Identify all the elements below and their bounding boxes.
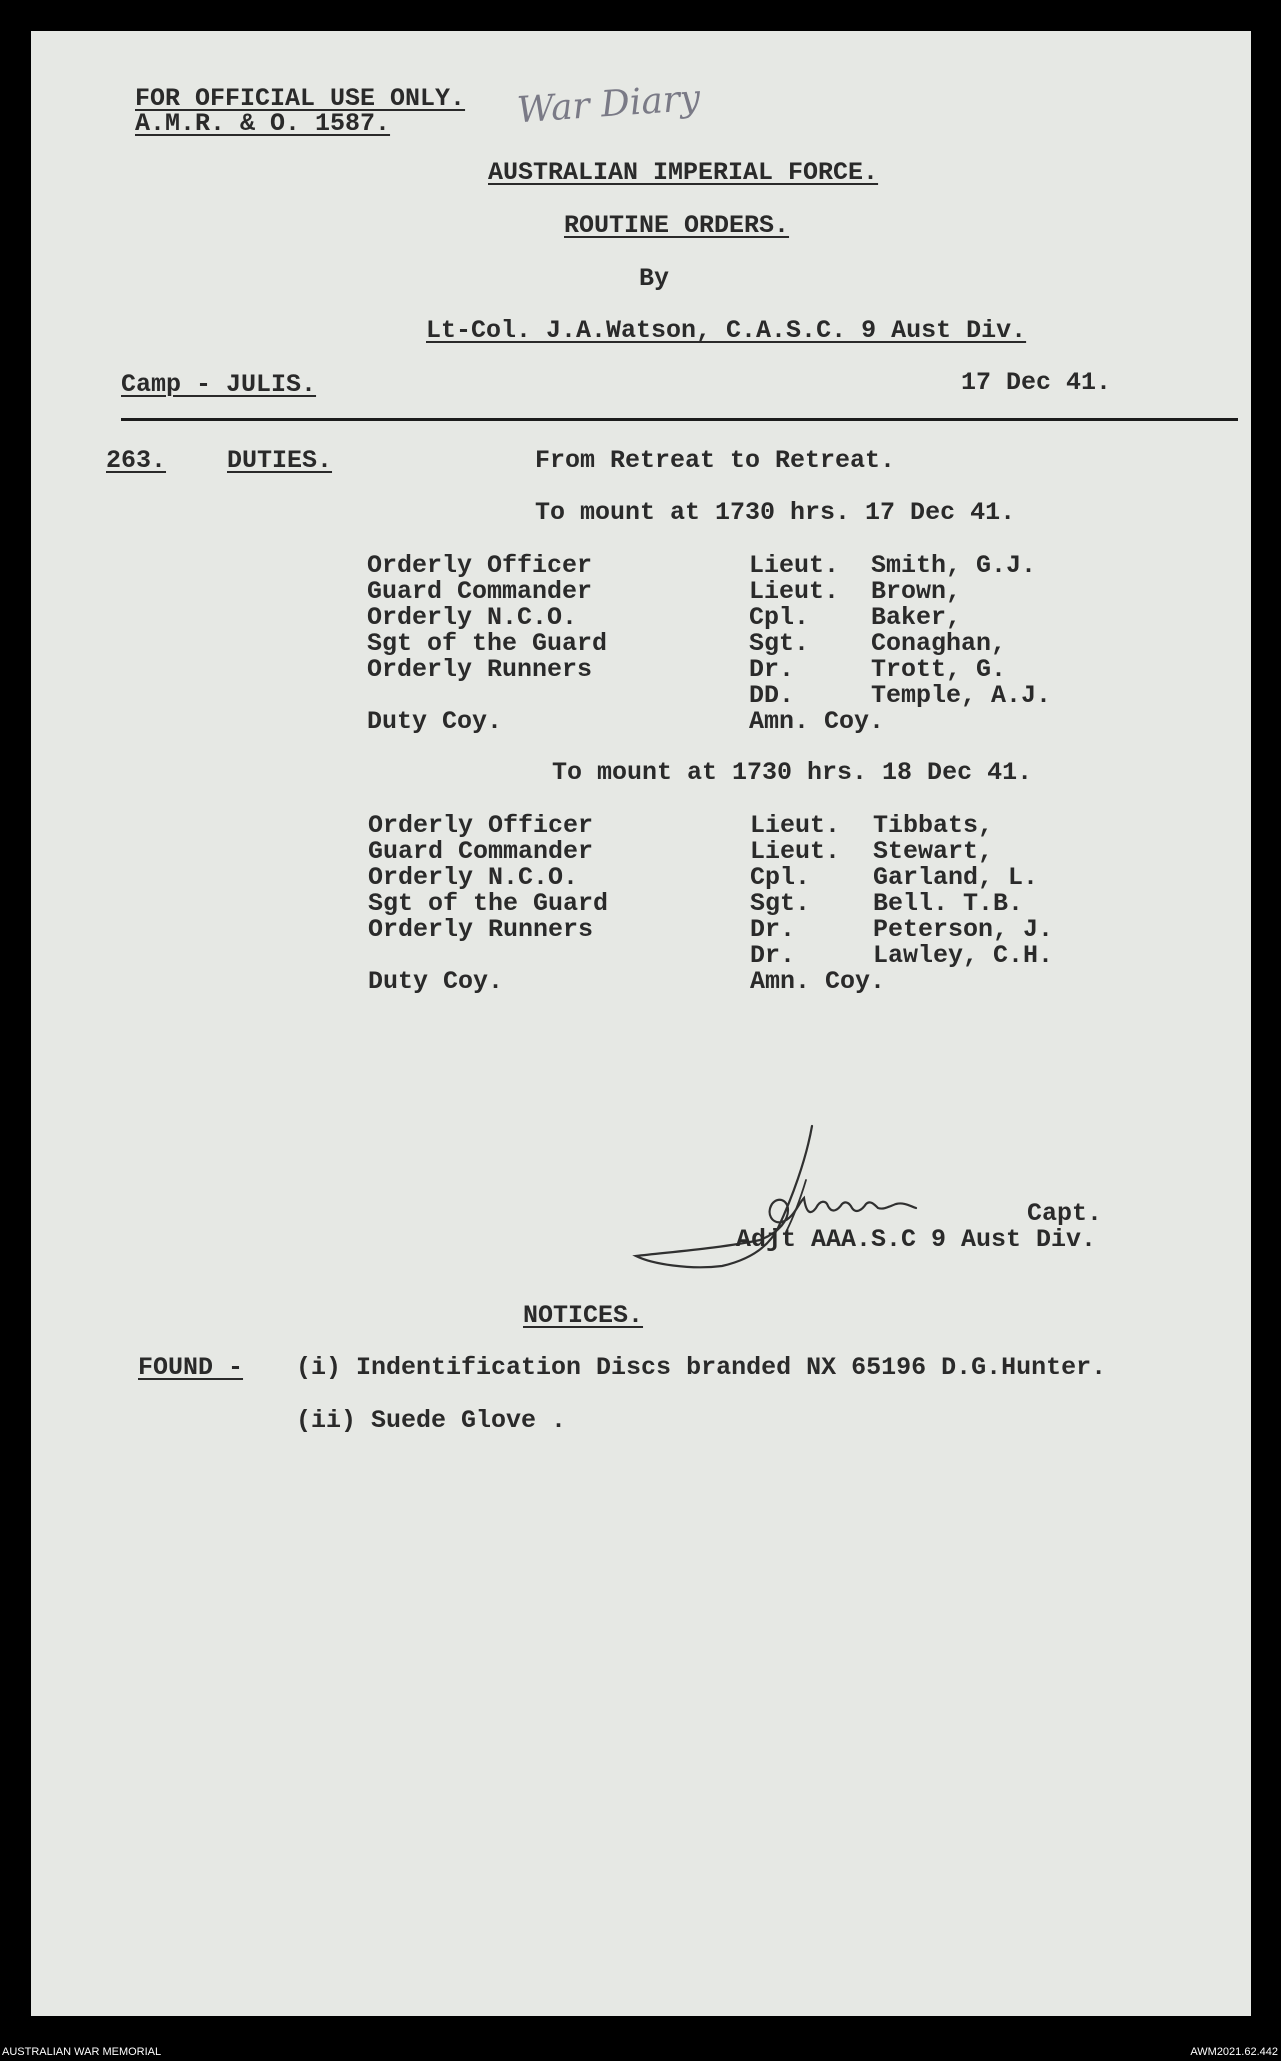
roster-2-rank: Dr. [750,915,796,944]
roster-1-role: Sgt of the Guard [367,629,608,658]
handwritten-signature [630,1120,990,1280]
roster-2-rank: Dr. [750,941,796,970]
roster-1-name: Brown, [871,577,962,606]
roster-1-rank: Amn. Coy. [749,707,885,736]
found-item: (ii) Suede Glove . [296,1406,567,1435]
roster-2-rank: Lieut. [750,837,841,866]
order-heading: DUTIES. [227,446,333,475]
order-date: 17 Dec 41. [961,368,1112,397]
found-label: FOUND - [138,1353,244,1382]
roster-2-name: Peterson, J. [873,915,1054,944]
roster-2-name: Bell. T.B. [873,889,1024,918]
roster-2-name: Lawley, C.H. [873,941,1054,970]
classification-line-1: FOR OFFICIAL USE ONLY. [135,84,466,113]
roster-2-rank: Cpl. [750,863,811,892]
roster-1-rank: DD. [749,681,795,710]
roster-2-rank: Amn. Coy. [750,967,886,996]
roster-1-rank: Cpl. [749,603,810,632]
document-subtitle: ROUTINE ORDERS. [564,211,790,240]
roster-1-name: Smith, G.J. [871,551,1037,580]
roster-2-role: Duty Coy. [368,967,504,996]
roster-2-role: Orderly Runners [368,915,594,944]
notices-heading: NOTICES. [523,1301,644,1330]
duty-period: From Retreat to Retreat. [535,446,896,475]
order-number: 263. [106,446,167,475]
document-title: AUSTRALIAN IMPERIAL FORCE. [488,158,879,187]
classification-line-2: A.M.R. & O. 1587. [135,109,391,138]
footer-accession-number: AWM2021.62.442 [1190,2046,1278,2058]
signatory-appointment: Adjt AAA.S.C 9 Aust Div. [736,1225,1097,1254]
roster-2-mount: To mount at 1730 hrs. 18 Dec 41. [552,758,1033,787]
roster-2-rank: Sgt. [750,889,811,918]
roster-1-role: Guard Commander [367,577,593,606]
roster-1-rank: Lieut. [749,551,840,580]
roster-2-name: Stewart, [873,837,994,866]
roster-1-rank: Lieut. [749,577,840,606]
roster-1-name: Temple, A.J. [871,681,1052,710]
roster-1-mount: To mount at 1730 hrs. 17 Dec 41. [535,498,1016,527]
roster-1-role: Duty Coy. [367,707,503,736]
handwritten-note: War Diary [515,77,702,132]
roster-2-role: Orderly N.C.O. [368,863,579,892]
found-item: (i) Indentification Discs branded NX 65196 D.G.Hunter. [296,1353,1107,1382]
roster-2-name: Garland, L. [873,863,1039,892]
roster-1-name: Conaghan, [871,629,1007,658]
roster-1-name: Baker, [871,603,962,632]
roster-2-role: Sgt of the Guard [368,889,609,918]
roster-2-role: Orderly Officer [368,811,594,840]
issuing-officer: Lt-Col. J.A.Watson, C.A.S.C. 9 Aust Div. [426,316,1027,345]
roster-1-role: Orderly Runners [367,655,593,684]
header-divider [121,418,1238,421]
roster-1-role: Orderly N.C.O. [367,603,578,632]
roster-1-role: Orderly Officer [367,551,593,580]
roster-1-rank: Dr. [749,655,795,684]
roster-2-name: Tibbats, [873,811,994,840]
roster-1-rank: Sgt. [749,629,810,658]
roster-2-rank: Lieut. [750,811,841,840]
roster-2-role: Guard Commander [368,837,594,866]
roster-1-name: Trott, G. [871,655,1007,684]
footer-archive-name: AUSTRALIAN WAR MEMORIAL [2,2046,162,2058]
camp-name: Camp - JULIS. [121,370,317,399]
by-line: By [639,264,670,293]
signatory-rank: Capt. [1027,1199,1103,1228]
